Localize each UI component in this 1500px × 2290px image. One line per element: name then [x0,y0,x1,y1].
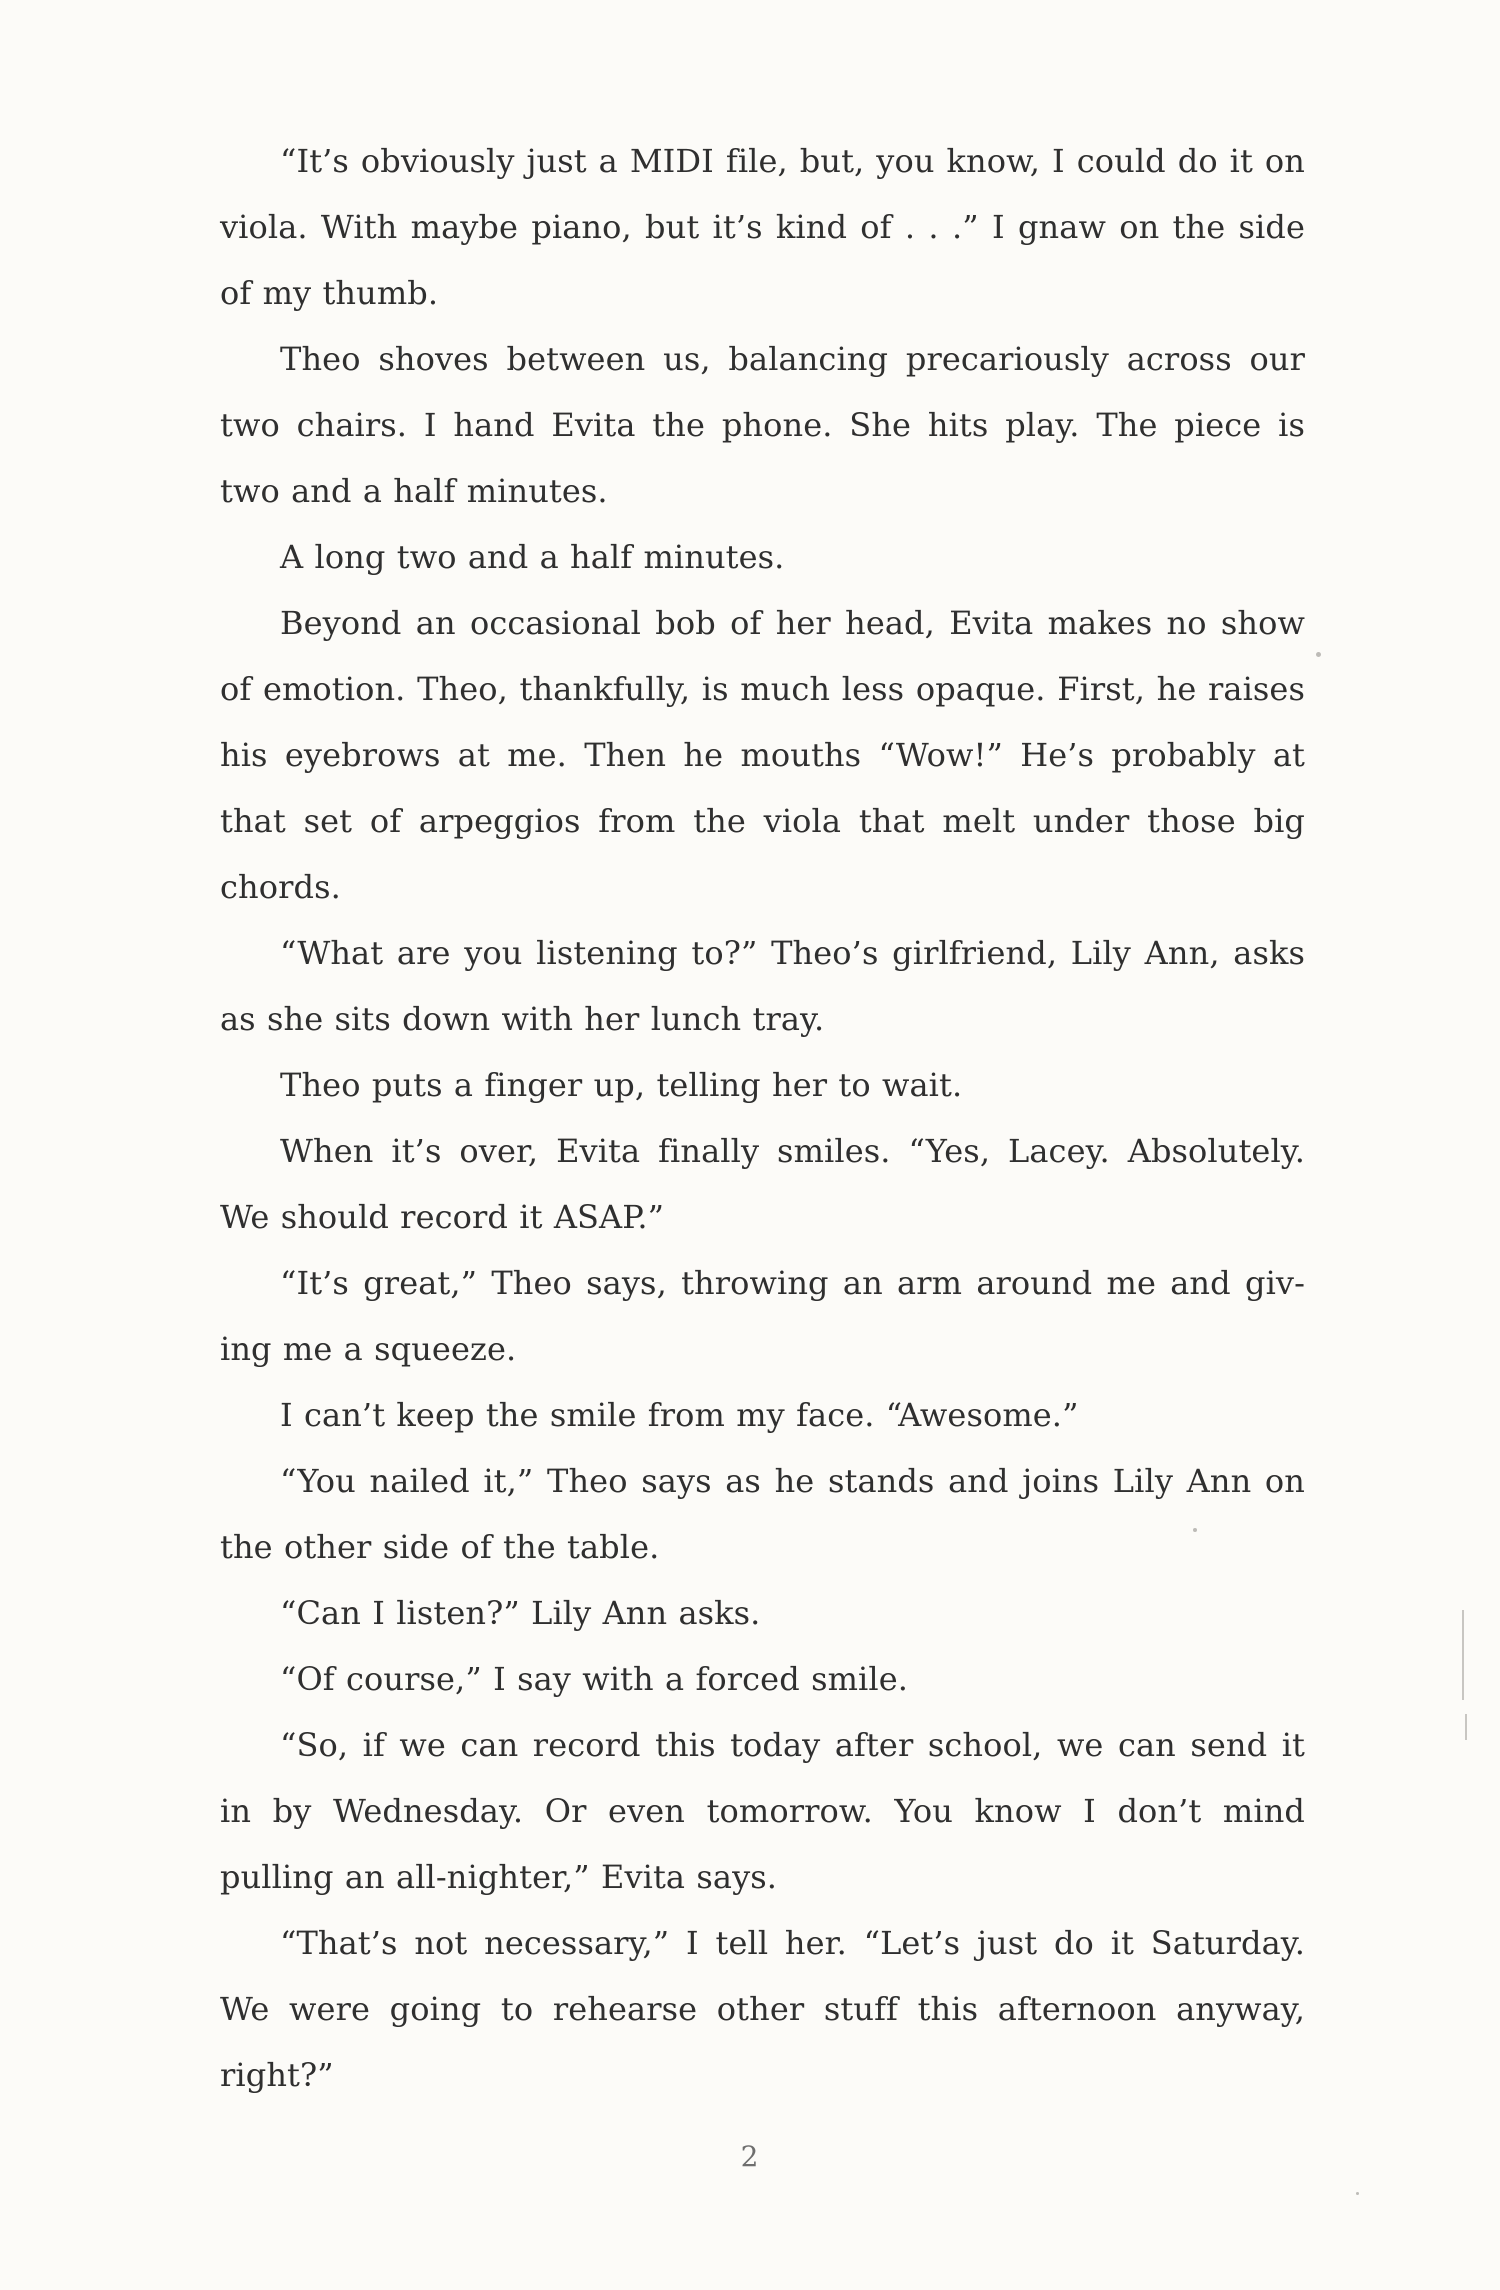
scan-edge-mark [1465,1714,1467,1740]
paragraph: “It’s obviously just a MIDI file, but, you know, I could do it on viola. With maybe piano, but it’s kind of . . .” I gnaw on the side of my thumb. [220,142,1305,312]
paragraph: Beyond an occasional bob of her head, Evita makes no show of emotion. Theo, thankfully, is much less opaque. First, he raises his eyebrows at me. Then he mouths “Wow!” He’s probably at that set of arpeggios from the viola that melt under those big chords. [220,604,1305,906]
paragraph: Theo puts a finger up, telling her to wait. [280,1066,963,1104]
paragraph: “That’s not necessary,” I tell her. “Let’s just do it Saturday. We were going to rehearse other stuff this afternoon anyway, right?” [220,1924,1305,2094]
paragraph: “Of course,” I say with a forced smile. [280,1660,909,1698]
paragraph: Theo shoves between us, balancing precariously across our two chairs. I hand Evita the phone. She hits play. The piece is two and a half minutes. [220,340,1305,510]
paragraph: “You nailed it,” Theo says as he stands and joins Lily Ann on the other side of the table. [220,1462,1305,1566]
paragraph: “So, if we can record this today after school, we can send it in by Wednesday. Or even tomorrow. You know I don’t mind pulling an all-nighter,” Evita says. [220,1726,1305,1896]
scan-speck [1356,2192,1359,2195]
paragraph: “What are you listening to?” Theo’s girlfriend, Lily Ann, asks as she sits down with her lunch tray. [220,934,1305,1038]
scan-edge-mark [1462,1610,1464,1700]
scan-speck [1193,1528,1197,1532]
paragraph: “It’s great,” Theo says, throwing an arm around me and giv-ing me a squeeze. [220,1264,1305,1368]
paragraph: “Can I listen?” Lily Ann asks. [280,1594,761,1632]
paragraph: I can’t keep the smile from my face. “Awesome.” [280,1396,1079,1434]
page-number: 2 [740,2140,760,2173]
scan-speck [1316,652,1321,657]
paragraph: A long two and a half minutes. [280,538,785,576]
paragraph: When it’s over, Evita finally smiles. “Yes, Lacey. Absolutely. We should record it ASAP.” [220,1132,1305,1236]
body-text [220,128,1305,2108]
